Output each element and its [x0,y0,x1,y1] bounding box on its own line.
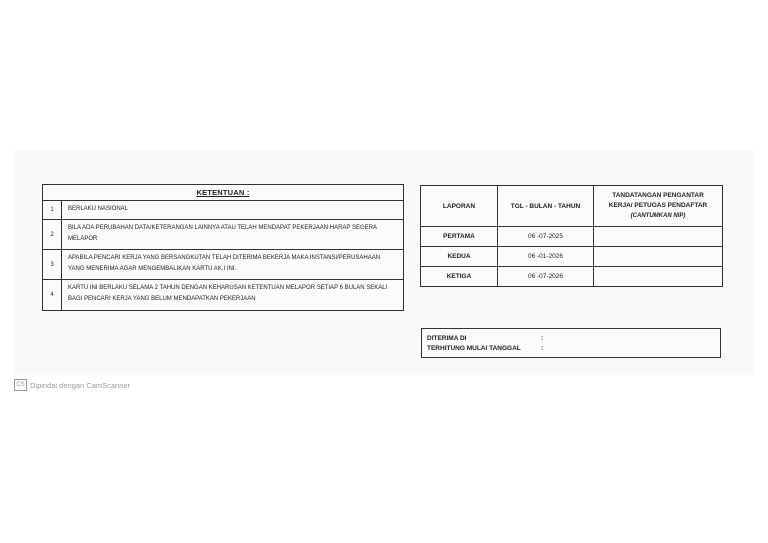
laporan-label: KETIGA [421,267,498,287]
header-tandatangan [594,186,723,227]
laporan-label: KEDUA [421,247,498,267]
ketentuan-text: APABILA PENCARI KERJA YANG BERSANGKUTAN TELAH DITERIMA BEKERJA MAKA INSTANSI/PERUSAHAAN YANG MENERIMA AGAR MENGEMBALIKAN KARTU AK.I INI. [68,255,381,272]
laporan-signature-cell [594,227,723,247]
camscanner-text: Dipindai dengan CamScanner [30,380,131,390]
ketentuan-row [43,220,403,250]
laporan-table [420,185,723,287]
ketentuan-row [43,280,403,310]
laporan-date: 06 -07-2026 [498,267,594,287]
ketentuan-number: 4 [43,280,62,310]
laporan-date: 06 -07-2025 [498,227,594,247]
terhitung-colon: : [541,345,544,352]
camscanner-logo-icon: CS [14,379,27,391]
ketentuan-row [43,201,403,220]
laporan-signature-cell [594,247,723,267]
laporan-row [421,267,723,287]
laporan-date: 06 -01-2026 [498,247,594,267]
ketentuan-text: BILA ADA PERUBAHAN DATA/KETERANGAN LAINNYA ATAU TELAH MENDAPAT PEKERJAAN HARAP SEGERA MELAPOR [68,225,377,242]
header-tanggal: TGL - BULAN - TAHUN [498,186,594,227]
header-ttd-note: (CANTUMKAN NIP) [630,213,686,219]
header-ttd-line1: TANDATANGAN PENGANTAR [612,192,704,199]
header-ttd-line2: KERJA/ PETUGAS PENDAFTAR [608,202,708,209]
diterima-box [421,328,721,358]
laporan-row [421,247,723,267]
ketentuan-text: BERLAKU NASIONAL [68,206,129,212]
terhitung-row [427,345,551,352]
ketentuan-table [42,184,404,311]
diterima-di-label: DITERIMA DI [427,335,467,342]
laporan-signature-cell [594,267,723,287]
ketentuan-title: KETENTUAN : [43,185,403,201]
camscanner-watermark [14,379,130,391]
ketentuan-row [43,250,403,280]
ketentuan-number: 3 [43,250,62,279]
ketentuan-text: KARTU INI BERLAKU SELAMA 2 TAHUN DENGAN KEHARUSAN KETENTUAN MELAPOR SETIAP 6 BULAN SEKALI BAGI PENCARI KERJA YANG BELUM MENDAPATKAN PEKERJAAN [68,285,388,302]
laporan-label: PERTAMA [421,227,498,247]
laporan-header-row [421,186,723,227]
laporan-row [421,227,723,247]
diterima-di-row [427,335,551,342]
terhitung-label: TERHITUNG MULAI TANGGAL [427,345,521,352]
ketentuan-number: 1 [43,201,62,219]
ketentuan-number: 2 [43,220,62,249]
header-laporan: LAPORAN [421,186,498,227]
diterima-di-colon: : [541,335,544,342]
